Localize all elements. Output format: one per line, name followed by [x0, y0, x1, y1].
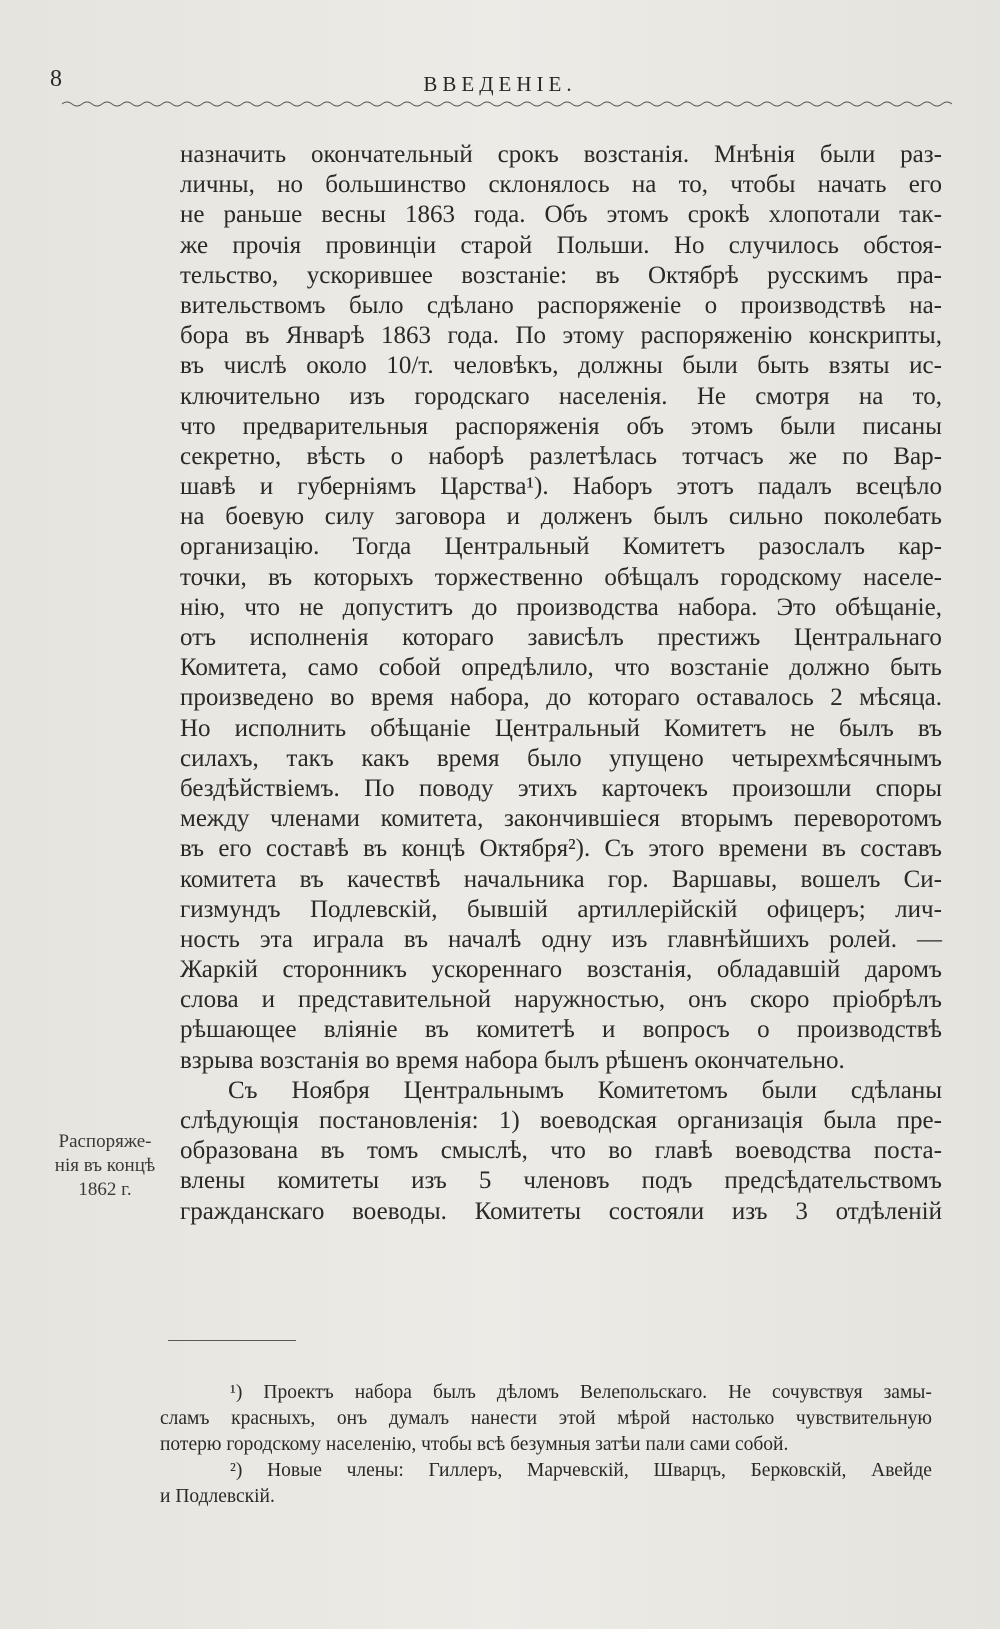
text-line: личны, но большинство склонялось на то, чтобы начать его: [180, 171, 942, 199]
text-line: между членами комитета, закончившіеся вторымъ переворотомъ: [180, 805, 942, 833]
text-line: силахъ, такъ какъ время было упущено четырехмѣсячнымъ: [180, 744, 942, 772]
text-line: въ числѣ около 10/т. человѣкъ, должны были быть взяты ис-: [180, 352, 942, 380]
footnote-line: потерю городскому населенію, чтобы всѣ безумныя затѣи пали сами собой.: [160, 1434, 789, 1455]
text-line: шавѣ и губерніямъ Царства¹). Наборъ этотъ падалъ всецѣло: [180, 473, 942, 501]
margin-note-line: 1862 г.: [78, 1179, 132, 1200]
text-line: нію, что не допуститъ до производства набора. Это обѣщаніе,: [180, 593, 942, 621]
text-line: влены комитеты изъ 5 членовъ подъ предсѣдательствомъ: [180, 1167, 942, 1195]
text-line: произведено во время набора, до котораго оставалось 2 мѣсяца.: [180, 684, 942, 712]
text-line: въ его составѣ въ концѣ Октября²). Съ этого времени въ составъ: [180, 835, 942, 863]
text-line: Комитета, само собой опредѣлило, что возстаніе должно быть: [180, 654, 942, 682]
text-line: слова и представительной наружностью, онъ скоро пріобрѣлъ: [180, 986, 942, 1014]
text-line: бора въ Январѣ 1863 года. По этому распоряженію конскрипты,: [180, 322, 942, 350]
wavy-rule: [62, 100, 952, 108]
main-text: [180, 140, 942, 1227]
margin-note: [40, 1130, 170, 1202]
footnote-line: ²) Новые члены: Гиллеръ, Марчевскій, Шварцъ, Берковскій, Авейде: [230, 1460, 932, 1481]
text-line: Жаркій сторонникъ ускореннаго возстанія, обладавшій даромъ: [180, 956, 942, 984]
footnote-separator: [168, 1340, 296, 1341]
text-line: на боевую силу заговора и долженъ былъ сильно поколебать: [180, 503, 942, 531]
text-line: точки, въ которыхъ торжественно обѣщалъ городскому населе-: [180, 563, 942, 591]
text-line: что предварительныя распоряженія объ этомъ были писаны: [180, 412, 942, 440]
footnote-line: сламъ красныхъ, онъ думалъ нанести этой мѣрой настолько чувствительную: [160, 1408, 932, 1429]
page-number: 8: [50, 66, 62, 92]
margin-note-line: нія въ концѣ: [54, 1155, 156, 1176]
text-line: взрыва возстанія во время набора былъ рѣшенъ окончательно.: [180, 1046, 845, 1074]
text-line: организацію. Тогда Центральный Комитетъ разослалъ кар-: [180, 533, 942, 561]
text-line: секретно, вѣсть о наборѣ разлетѣлась тотчасъ же по Вар-: [180, 442, 942, 470]
text-line: отъ исполненія котораго зависѣлъ престижъ Центральнаго: [180, 624, 942, 651]
text-line: гизмундъ Подлевскій, бывшій артиллерійскій офицеръ; лич-: [180, 895, 942, 923]
footnote-line: и Подлевскій.: [160, 1486, 275, 1507]
text-line: не раньше весны 1863 года. Объ этомъ срокѣ хлопотали так-: [180, 201, 942, 229]
text-line: образована въ томъ смыслѣ, что во главѣ воеводства поста-: [180, 1137, 942, 1165]
text-line: комитета въ качествѣ начальника гор. Варшавы, вошелъ Си-: [180, 865, 942, 893]
text-line: бездѣйствіемъ. По поводу этихъ карточекъ произошли споры: [180, 774, 942, 802]
running-head: ВВЕДЕНІЕ.: [423, 72, 577, 96]
footnotes: [160, 1380, 932, 1510]
text-line: назначить окончательный срокъ возстанія. Мнѣнія были раз-: [180, 141, 942, 168]
margin-note-line: Распоряже-: [58, 1131, 152, 1152]
text-line: слѣдующія постановленія: 1) воеводская организація была пре-: [180, 1107, 942, 1134]
text-line: рѣшающее вліяніе въ комитетѣ и вопросъ о производствѣ: [180, 1016, 942, 1044]
text-line: же прочія провинціи старой Польши. Но случилось обстоя-: [180, 231, 942, 259]
footnote-line: ¹) Проектъ набора былъ дѣломъ Велепольскаго. Не сочувствуя замы-: [230, 1382, 932, 1403]
text-line: ключительно изъ городскаго населенія. Не смотря на то,: [180, 382, 942, 410]
text-line: гражданскаго воеводы. Комитеты состояли изъ 3 отдѣленій: [180, 1197, 942, 1225]
text-line: Но исполнить обѣщаніе Центральный Комитетъ не былъ въ: [180, 714, 942, 742]
text-line: тельство, ускорившее возстаніе: въ Октябрѣ русскимъ пра-: [180, 261, 942, 289]
text-line: ность эта играла въ началѣ одну изъ главнѣйшихъ ролей. —: [180, 925, 942, 953]
text-line: Съ Ноября Центральнымъ Комитетомъ были сдѣланы: [228, 1076, 942, 1104]
text-line: вительствомъ было сдѣлано распоряженіе о производствѣ на-: [180, 291, 942, 319]
